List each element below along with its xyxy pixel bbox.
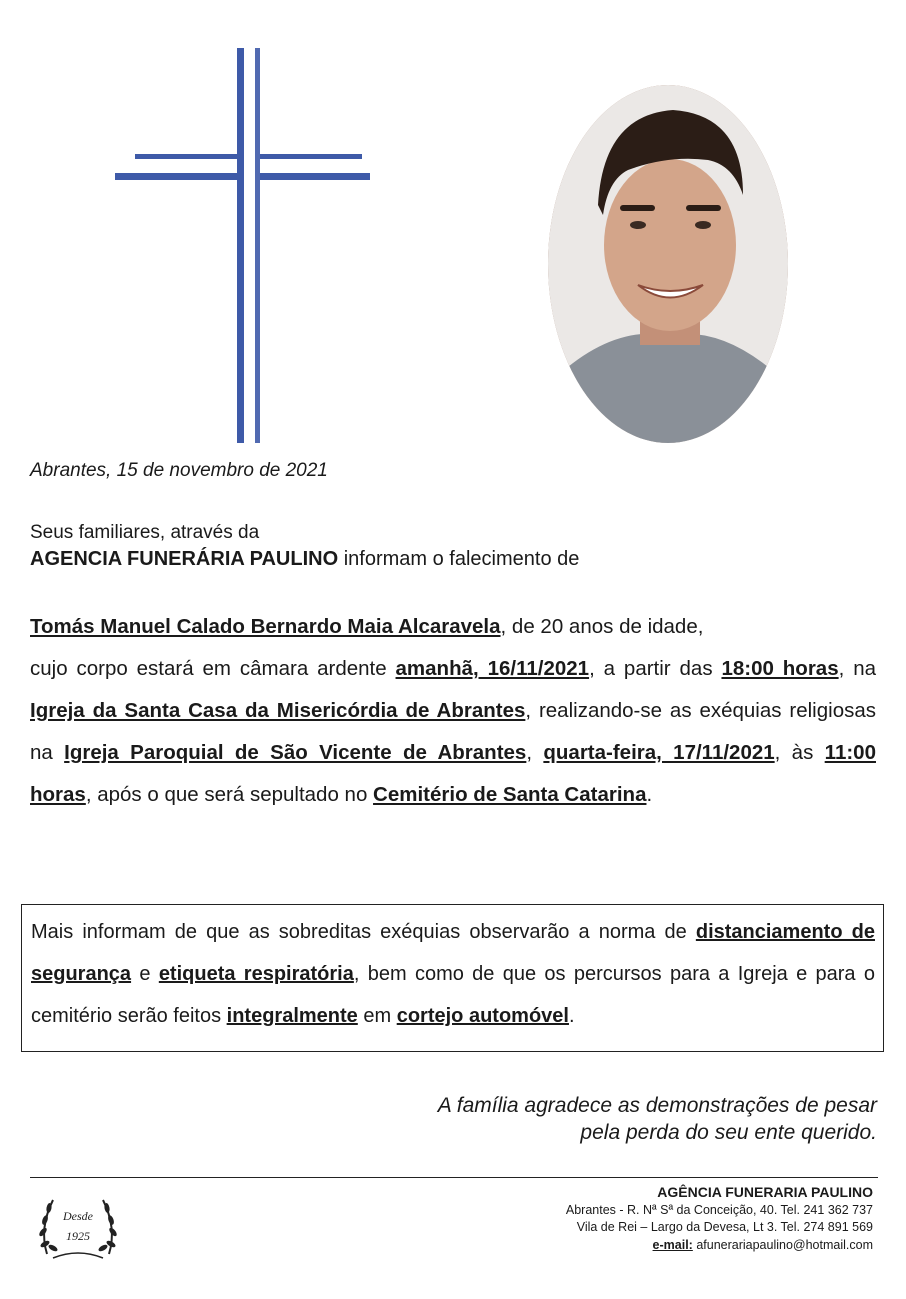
cemetery: Cemitério de Santa Catarina — [373, 783, 647, 806]
thanks-message: A família agradece as demonstrações de pesar pela perda do seu ente querido. — [437, 1094, 877, 1144]
footer-agency-name: AGÊNCIA FUNERARIA PAULINO — [657, 1184, 873, 1200]
agency-name: AGENCIA FUNERÁRIA PAULINO — [30, 548, 339, 570]
wake-place: Igreja da Santa Casa da Misericórdia de Abrantes — [30, 699, 526, 722]
footer-contact — [566, 1184, 873, 1254]
wake-date: amanhã, 16/11/2021 — [395, 657, 590, 680]
cross-icon — [105, 40, 380, 450]
footer-address-abrantes: Abrantes - R. Nª Sª da Conceição, 40. Tel. 241 362 737 — [565, 1202, 873, 1217]
deceased-name: Tomás Manuel Calado Bernardo Maia Alcaravela — [30, 615, 501, 638]
service-date: quarta-feira, 17/11/2021 — [543, 741, 775, 764]
email-link[interactable]: afunerariapaulino@hotmail.com — [692, 1237, 873, 1252]
notice-text: Mais informam de que as sobreditas exéquias observarão a norma de distanciamento de segurança e etiqueta respiratória, bem como de que os percursos para a Igreja e para o cemitério serão feitos integralmente em cortejo automóvel. — [31, 921, 875, 1027]
wake-time: 18:00 horas — [721, 657, 839, 680]
laurel-logo — [33, 1188, 123, 1266]
notice-box — [21, 904, 884, 1052]
deceased-portrait — [548, 85, 788, 443]
intro-line-1: Seus familiares, através da — [30, 522, 260, 543]
announcement-paragraph: Tomás Manuel Calado Bernardo Maia Alcaravela, de 20 anos de idade, cujo corpo estará em câmara ardente amanhã, 16/11/2021, a partir das 18:00 horas, na Igreja da Santa Casa da Misericórdia de Abrantes, realizando-se as exéquias religiosas na Igreja Paroquial de São Vicente de Abrantes, quarta-feira, 17/11/2021, às 11:00 horas, após o que será sepultado no Cemitério de Santa Catarina. — [30, 615, 876, 806]
service-place: Igreja Paroquial de São Vicente de Abrantes — [64, 741, 527, 764]
svg-text:1925: 1925 — [66, 1229, 90, 1243]
svg-text:Desde: Desde — [63, 1209, 93, 1223]
date-location: Abrantes, 15 de novembro de 2021 — [30, 460, 328, 481]
service-time: 11:00 horas — [30, 741, 876, 806]
footer-divider — [30, 1177, 878, 1178]
footer-email: e-mail: afunerariapaulino@hotmail.com — [652, 1237, 873, 1252]
intro-line-2: AGENCIA FUNERÁRIA PAULINO informam o falecimento de — [30, 548, 580, 570]
footer-address-vila-de-rei: Vila de Rei – Largo da Devesa, Lt 3. Tel. 274 891 569 — [576, 1220, 873, 1234]
